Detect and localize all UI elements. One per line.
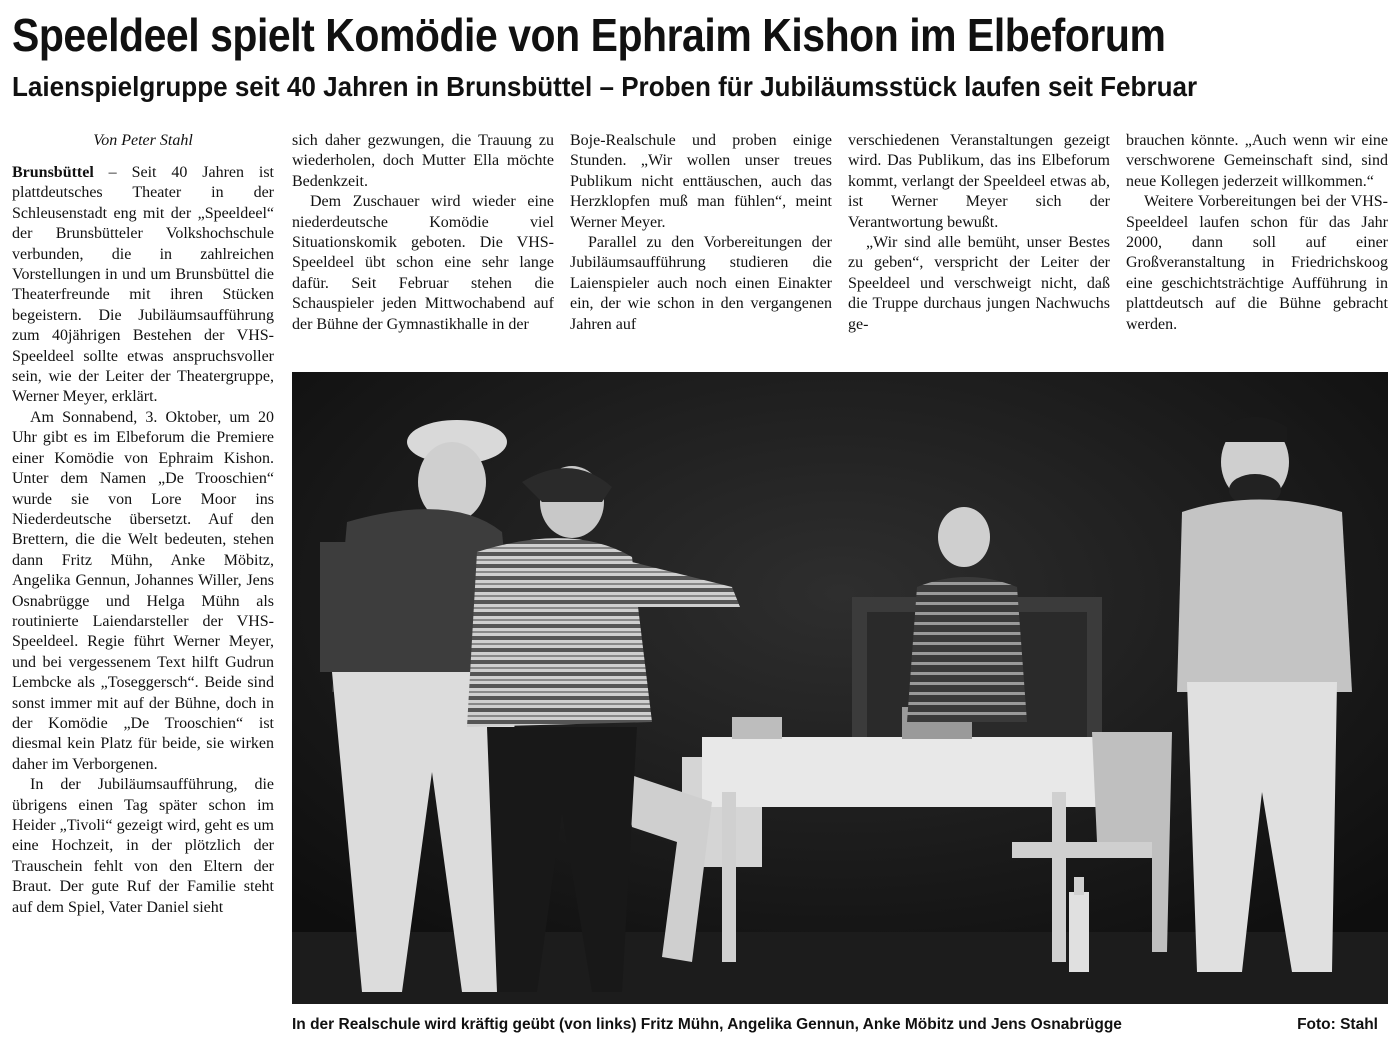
subheadline: Laienspielgruppe seit 40 Jahren in Brunsbüttel – Proben für Jubiläumsstück laufen seit Februar	[12, 71, 1198, 102]
caption-text: In der Realschule wird kräftig geübt (von links) Fritz Mühn, Angelika Gennun, Anke Möbitz und Jens Osnabrügge	[292, 1016, 1122, 1033]
article-column-4	[848, 131, 1110, 355]
article-paragraph: In der Jubiläumsaufführung, die übrigens einen Tag später schon im Heider „Tivoli“ gezeigt wird, geht es um eine Hochzeit, in der plötzlich der Trauschein fehlt von den Eltern der Braut. Der gute Ruf der Familie steht auf dem Spiel, Vater Daniel sieht	[12, 776, 274, 916]
headline: Speeldeel spielt Komödie von Ephraim Kishon im Elbeforum	[12, 9, 1166, 61]
article-column-2	[292, 131, 554, 355]
article-paragraph: Dem Zuschauer wird wieder eine niederdeutsche Komödie viel Situationskomik geboten. Die VHS-Speeldeel übt schon eine sehr lange dafür. Seit Februar stehen die Schauspieler jeden Mittwochabend auf der Bühne der Gymnastikhalle in der	[292, 193, 554, 333]
article-paragraph: sich daher gezwungen, die Trauung zu wiederholen, doch Mutter Ella möchte Bedenkzeit.	[292, 132, 554, 190]
article-column-1	[12, 131, 274, 918]
article-column-3	[570, 131, 832, 355]
article-paragraph	[12, 163, 274, 408]
dateline: Brunsbüttel	[12, 164, 94, 181]
paragraph-text: – Seit 40 Jahren ist plattdeutsches Theater in der Schleusenstadt eng mit der „Speeldeel“ der Brunsbütteler Volkshochschule verbunden, die in zahlreichen Vorstellungen in und um Brunsbüttel die Theaterfreunde mit ihren Stücken begeistern. Die Jubiläumsaufführung zum 40jährigen Bestehen der VHS-Speeldeel sollte etwas anspruchsvoller sein, wie der Leiter der Theatergruppe, Werner Meyer, erklärt.	[12, 164, 274, 406]
article-paragraph: verschiedenen Veranstaltungen gezeigt wird. Das Publikum, das ins Elbeforum kommt, verlangt der Speeldeel etwas ab, ist Werner Meyer sich der Verantwortung bewußt.	[848, 132, 1110, 231]
stage-rehearsal-photo	[292, 372, 1388, 1004]
photo-credit: Foto: Stahl	[1297, 1016, 1378, 1033]
photo-caption	[292, 1014, 1388, 1036]
article-paragraph: Parallel zu den Vorbereitungen der Jubiläumsaufführung studieren die Laienspieler auch noch einen Einakter ein, der wie schon in den vergangenen Jahren auf	[570, 234, 832, 333]
article-paragraph: brauchen könnte. „Auch wenn wir eine verschworene Gemeinschaft sind, sind neue Kollegen jederzeit willkommen.“	[1126, 132, 1388, 190]
article-column-5	[1126, 131, 1388, 355]
article-paragraph: Boje-Realschule und proben einige Stunden. „Wir wollen unser treues Publikum nicht enttäuschen, auch das Herzklopfen muß man fühlen“, meint Werner Meyer.	[570, 132, 832, 231]
byline: Von Peter Stahl	[93, 132, 193, 149]
article-paragraph: „Wir sind alle bemüht, unser Bestes zu geben“, verspricht der Leiter der Speeldeel und verschweigt nicht, daß die Truppe durchaus jungen Nachwuchs ge-	[848, 234, 1110, 333]
article-paragraph: Am Sonnabend, 3. Oktober, um 20 Uhr gibt es im Elbeforum die Premiere einer Komödie von Ephraim Kishon. Unter dem Namen „De Trooschien“ wurde sie von Lore Moor ins Niederdeutsche übersetzt. Auf den Brettern, die die Welt bedeuten, stehen dann Fritz Mühn, Anke Möbitz, Angelika Gennun, Johannes Willer, Jens Osnabrügge und Helga Mühn als routinierte Laiendarsteller der VHS-Speeldeel. Regie führt Werner Meyer, und bei vergessenem Text hilft Gudrun Lembcke als „Toseggersch“. Beide sind sonst immer mit auf der Bühne, doch in der Komödie „De Trooschien“ ist diesmal kein Platz für beide, sie wirken daher im Verborgenen.	[12, 408, 274, 773]
article-paragraph: Weitere Vorbereitungen bei der VHS-Speeldeel laufen schon für das Jahr 2000, dann soll auf einer Großveranstaltung in Friedrichskoog eine geschichtsträchtige Aufführung in plattdeutsch auf die Bühne gebracht werden.	[1126, 193, 1388, 333]
